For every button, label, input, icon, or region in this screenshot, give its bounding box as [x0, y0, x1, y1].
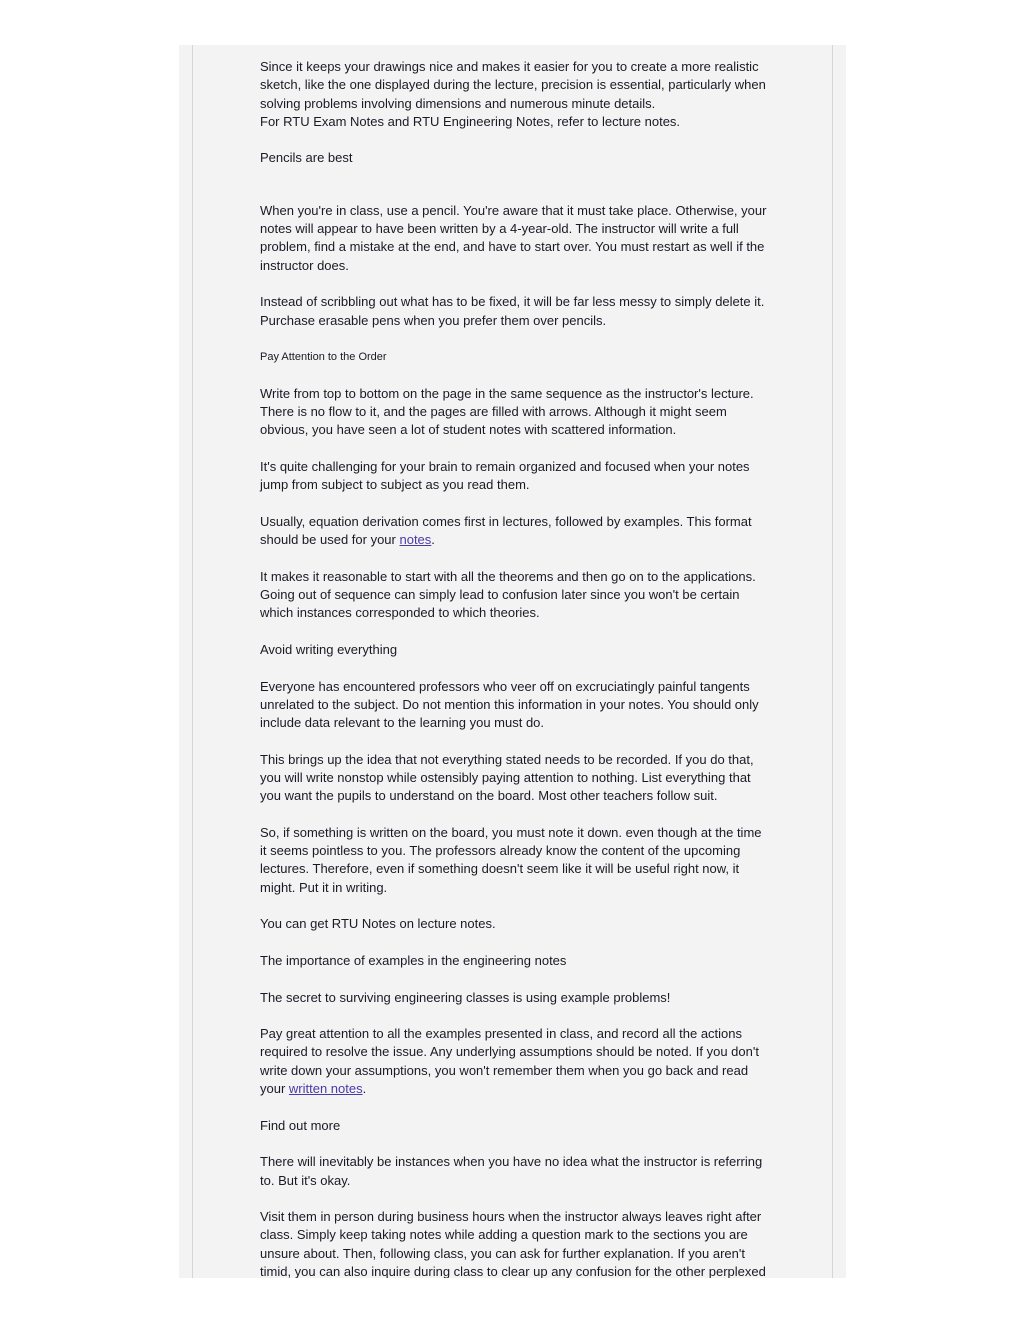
paragraph: [260, 1025, 770, 1098]
section-heading-find-out-more: Find out more: [260, 1117, 341, 1133]
paragraph: Visit them in person during business hours when the instructor always leaves right after class. Simply keep taking notes while adding a question mark to the sections you are unsure about. Then, following class, you can ask for further explanation. If you aren't timid, you can also inquire during class to clear up any confusion for the other perplexed: [260, 1209, 766, 1278]
paragraph-text: Usually, equation derivation comes first in lectures, followed by examples. This format should be used for your: [260, 513, 752, 548]
paragraph: Instead of scribbling out what has to be fixed, it will be far less messy to simply delete it. Purchase erasable pens when you prefer them over pencils.: [260, 294, 765, 328]
written-notes-link[interactable]: written notes: [288, 1081, 363, 1097]
paragraph-text: Since it keeps your drawings nice and makes it easier for you to create a more realistic sketch, like the one displayed during the lecture, precision is essential, particularly when solving problems involving dimensions and numerous minute details.: [260, 59, 766, 111]
notes-link[interactable]: notes: [399, 532, 432, 548]
article-panel: [179, 45, 846, 1278]
paragraph: Write from top to bottom on the page in the same sequence as the instructor's lecture. There is no flow to it, and the pages are filled with arrows. Although it might seem obvious, you have seen a lot of student notes with scattered information.: [260, 385, 754, 438]
paragraph: When you're in class, use a pencil. You're aware that it must take place. Otherwise, your notes will appear to have been written by a 4-year-old. The instructor will write a full problem, find a mistake at the end, and have to start over. You must restart as well if the instructor does.: [260, 202, 767, 273]
section-heading-avoid: Avoid writing everything: [260, 641, 398, 657]
section-heading-order: Pay Attention to the Order: [260, 351, 387, 364]
paragraph: The secret to surviving engineering classes is using example problems!: [260, 989, 671, 1005]
paragraph: [260, 58, 770, 131]
paragraph: There will inevitably be instances when you have no idea what the instructor is referring to. But it's okay.: [260, 1154, 763, 1188]
paragraph: It's quite challenging for your brain to remain organized and focused when your notes jump from subject to subject as you read them.: [260, 458, 750, 493]
paragraph: It makes it reasonable to start with all the theorems and then go on to the applications. Going out of sequence can simply lead to confusion later since you won't be certain which instances corresponded to which theories.: [260, 568, 756, 621]
paragraph-text: For RTU Exam Notes and RTU Engineering Notes, refer to lecture notes.: [260, 113, 681, 129]
paragraph-text: .: [431, 532, 435, 548]
paragraph-text: Pay great attention to all the examples presented in class, and record all the actions required to resolve the issue. Any underlying assumptions should be noted. If you don't write down your assumptions, you won't remember them when you go back and read your: [260, 1026, 759, 1097]
paragraph: This brings up the idea that not everything stated needs to be recorded. If you do that, you will write nonstop while ostensibly paying attention to nothing. List everything that you want the pupils to understand on the board. Most other teachers follow suit.: [260, 751, 754, 804]
section-heading-examples: The importance of examples in the engineering notes: [260, 952, 567, 968]
paragraph: You can get RTU Notes on lecture notes.: [260, 916, 496, 932]
article-body: [260, 58, 770, 1278]
paragraph: [260, 513, 770, 550]
section-heading-pencils: Pencils are best: [260, 150, 353, 166]
paragraph: So, if something is written on the board, you must note it down. even though at the time it seems pointless to you. The professors already know the content of the upcoming lectures. Therefore, even if something doesn't seem like it will be useful right now, it might. Put it in writing.: [260, 824, 762, 895]
paragraph: Everyone has encountered professors who veer off on excruciatingly painful tangents unrelated to the subject. Do not mention this information in your notes. You should only include data relevant to the learning you must do.: [260, 678, 759, 731]
paragraph-text: .: [362, 1081, 367, 1097]
